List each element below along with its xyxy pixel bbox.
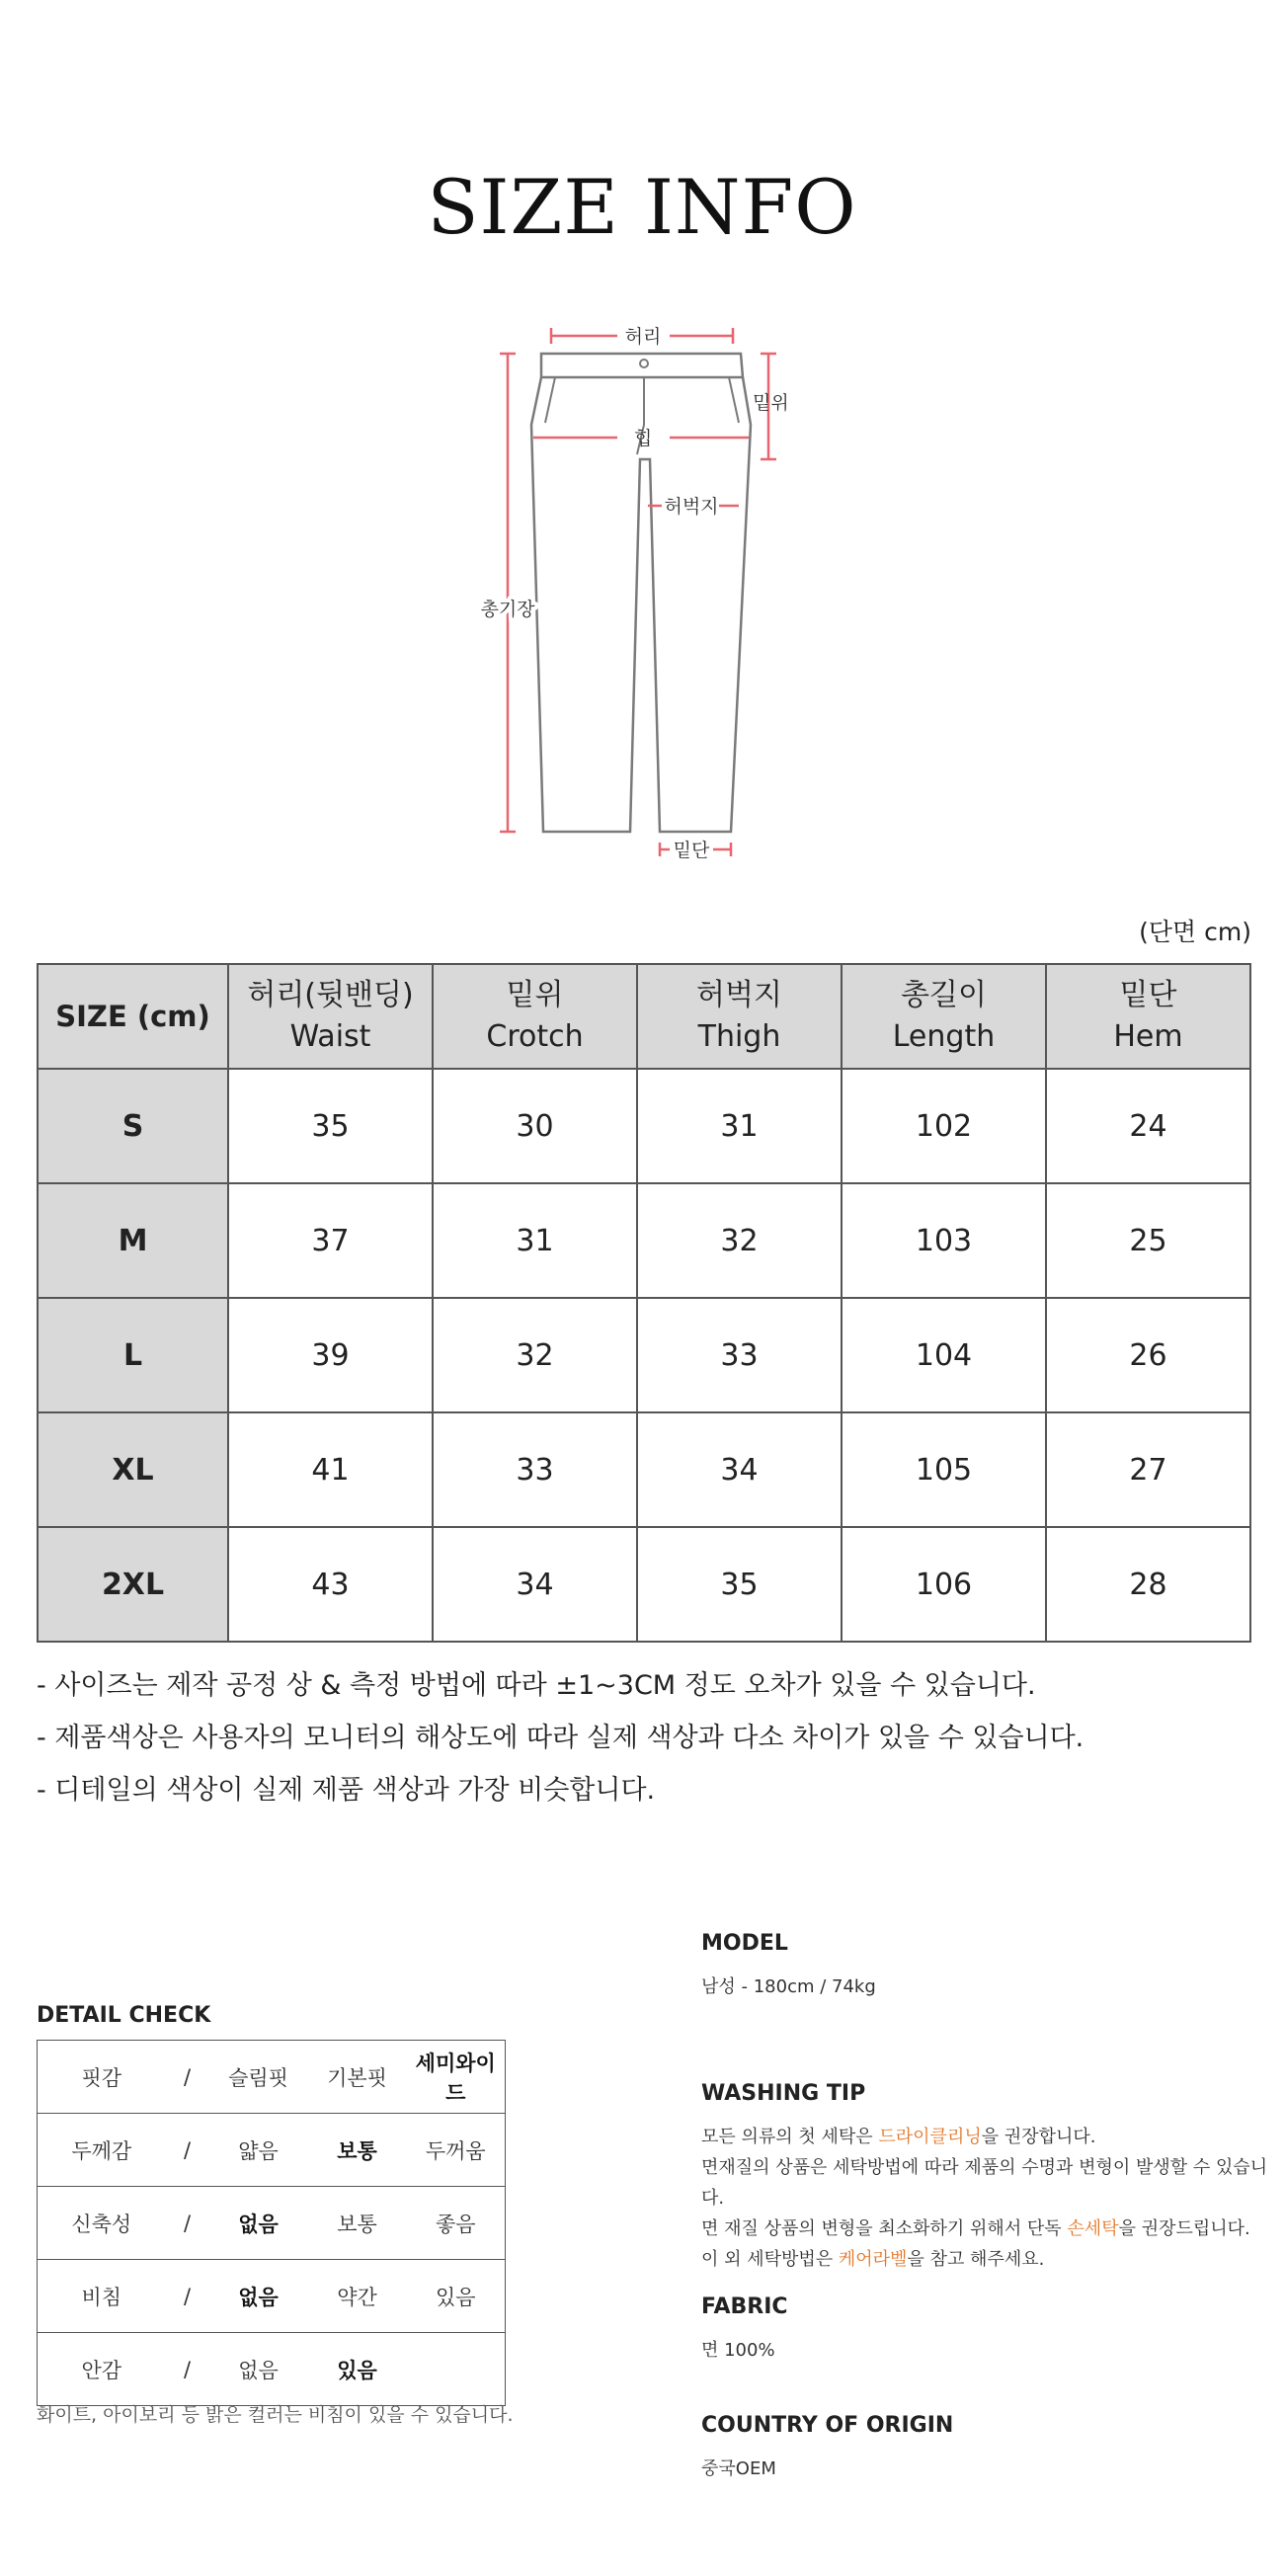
size-table-header [38, 964, 1250, 1069]
table-cell: 104 [842, 1298, 1046, 1412]
table-cell: 34 [637, 1412, 842, 1527]
pants-measurement-diagram [0, 296, 1284, 869]
detail-option: 두꺼움 [407, 2114, 506, 2187]
table-cell: 33 [433, 1412, 637, 1527]
detail-option-selected: 없음 [209, 2260, 308, 2333]
note-line: - 제품색상은 사용자의 모니터의 해상도에 따라 실제 색상과 다소 차이가 있을 수 있습니다. [37, 1723, 1084, 1753]
header-hem: 밑단 Hem [1046, 964, 1250, 1069]
detail-check-note: 화이트, 아이보리 등 밝은 컬러는 비침이 있을 수 있습니다. [37, 2404, 514, 2426]
detail-option: 약간 [308, 2260, 407, 2333]
pocket-right [729, 377, 739, 423]
detail-row [38, 2333, 506, 2406]
size-label: M [38, 1183, 228, 1298]
detail-option: 좋음 [407, 2187, 506, 2260]
detail-option-selected: 없음 [209, 2187, 308, 2260]
label-waist: 허리 [624, 326, 662, 348]
origin-section [701, 2413, 953, 2484]
header-thigh: 허벅지 Thigh [637, 964, 842, 1069]
model-text: 남성 - 180cm / 74kg [701, 1976, 876, 1997]
button [640, 360, 648, 367]
table-row [38, 1069, 1250, 1183]
table-cell: 32 [433, 1298, 637, 1412]
table-cell: 106 [842, 1527, 1046, 1642]
detail-separator: / [166, 2187, 209, 2260]
model-section [701, 1931, 876, 2002]
label-hem: 밑단 [673, 840, 710, 861]
size-label: 2XL [38, 1527, 228, 1642]
table-row [38, 1412, 1250, 1527]
header-size: SIZE (cm) [38, 964, 228, 1069]
table-cell: 102 [842, 1069, 1046, 1183]
washing-line: 모든 의류의 첫 세탁은 드라이클리닝을 권장합니다. [701, 2127, 1096, 2147]
detail-separator: / [166, 2041, 209, 2114]
detail-option-selected: 세미와이드 [407, 2041, 506, 2114]
origin-text: 중국OEM [701, 2458, 776, 2479]
label-length: 총기장 [480, 599, 535, 620]
size-label: L [38, 1298, 228, 1412]
size-label: XL [38, 1412, 228, 1527]
note-line: - 디테일의 색상이 실제 제품 색상과 가장 비슷합니다. [37, 1775, 656, 1806]
size-table [37, 963, 1251, 1643]
detail-option-selected: 보통 [308, 2114, 407, 2187]
detail-row [38, 2041, 506, 2114]
washing-line: 이 외 세탁방법은 케어라벨을 참고 해주세요. [701, 2249, 1045, 2270]
pocket-left [545, 377, 555, 423]
detail-label: 핏감 [38, 2041, 166, 2114]
detail-label: 비침 [38, 2260, 166, 2333]
fabric-title: FABRIC [701, 2294, 788, 2319]
washing-line: 면재질의 상품은 세탁방법에 따라 제품의 수명과 변형이 발생할 수 있습니다. [701, 2157, 1268, 2209]
table-cell: 31 [433, 1183, 637, 1298]
detail-option: 없음 [209, 2333, 308, 2406]
table-cell: 43 [228, 1527, 433, 1642]
detail-option: 있음 [407, 2260, 506, 2333]
detail-separator: / [166, 2260, 209, 2333]
header-waist: 허리(뒷밴딩) Waist [228, 964, 433, 1069]
label-crotch: 밑위 [753, 392, 789, 414]
header-crotch: 밑위 Crotch [433, 964, 637, 1069]
table-cell: 39 [228, 1298, 433, 1412]
detail-row [38, 2114, 506, 2187]
table-cell: 31 [637, 1069, 842, 1183]
size-notes [37, 1659, 1083, 1816]
detail-option [407, 2333, 506, 2406]
table-cell: 25 [1046, 1183, 1250, 1298]
table-row [38, 1298, 1250, 1412]
table-cell: 35 [637, 1527, 842, 1642]
table-cell: 33 [637, 1298, 842, 1412]
detail-option: 얇음 [209, 2114, 308, 2187]
table-cell: 103 [842, 1183, 1046, 1298]
table-cell: 35 [228, 1069, 433, 1183]
note-line: - 사이즈는 제작 공정 상 & 측정 방법에 따라 ±1~3CM 정도 오차가 있을 수 있습니다. [37, 1670, 1036, 1701]
detail-label: 안감 [38, 2333, 166, 2406]
label-hip: 힙 [633, 428, 653, 449]
pants-outline [531, 354, 751, 832]
model-title: MODEL [701, 1931, 788, 1956]
detail-label: 신축성 [38, 2187, 166, 2260]
detail-separator: / [166, 2333, 209, 2406]
table-cell: 32 [637, 1183, 842, 1298]
detail-option: 슬림핏 [209, 2041, 308, 2114]
header-length: 총길이 Length [842, 964, 1046, 1069]
table-cell: 27 [1046, 1412, 1250, 1527]
washing-line: 면 재질 상품의 변형을 최소화하기 위해서 단독 손세탁을 권장드립니다. [701, 2218, 1250, 2239]
table-cell: 34 [433, 1527, 637, 1642]
table-cell: 41 [228, 1412, 433, 1527]
table-cell: 24 [1046, 1069, 1250, 1183]
page-title: SIZE INFO [427, 163, 857, 251]
detail-row [38, 2260, 506, 2333]
table-row [38, 1527, 1250, 1642]
fabric-section [701, 2294, 788, 2366]
size-label: S [38, 1069, 228, 1183]
unit-note: (단면 cm) [1139, 918, 1251, 946]
label-thigh: 허벅지 [664, 496, 719, 518]
table-cell: 28 [1046, 1527, 1250, 1642]
washing-title: WASHING TIP [701, 2081, 866, 2106]
washing-section [701, 2081, 1284, 2275]
table-cell: 105 [842, 1412, 1046, 1527]
table-cell: 26 [1046, 1298, 1250, 1412]
detail-row [38, 2187, 506, 2260]
fabric-text: 면 100% [701, 2340, 775, 2361]
table-cell: 30 [433, 1069, 637, 1183]
table-row [38, 1183, 1250, 1298]
waistband [541, 354, 743, 377]
detail-option-selected: 있음 [308, 2333, 407, 2406]
detail-check-table [37, 2040, 506, 2406]
detail-check-title: DETAIL CHECK [37, 2003, 211, 2028]
detail-label: 두께감 [38, 2114, 166, 2187]
table-cell: 37 [228, 1183, 433, 1298]
detail-separator: / [166, 2114, 209, 2187]
detail-option: 기본핏 [308, 2041, 407, 2114]
detail-option: 보통 [308, 2187, 407, 2260]
origin-title: COUNTRY OF ORIGIN [701, 2413, 954, 2438]
